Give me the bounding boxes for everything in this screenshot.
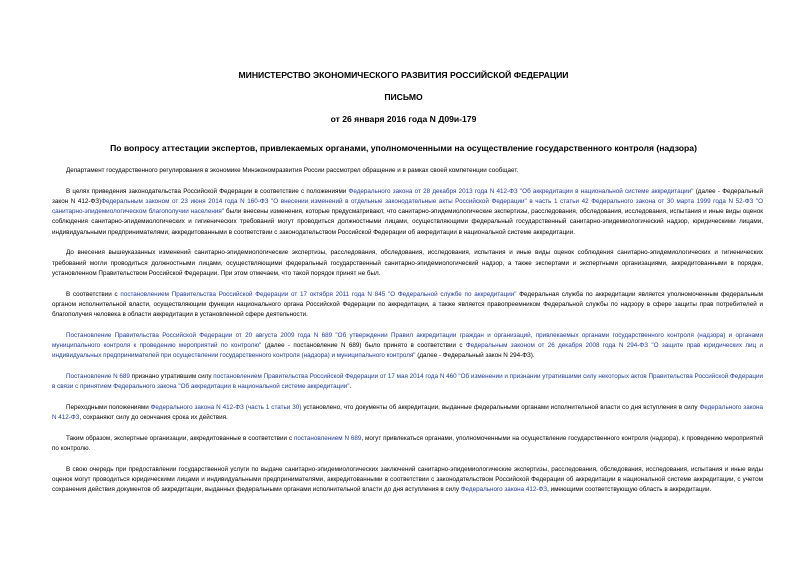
paragraph-text: , имеющими соответствующую область в аккредитации. bbox=[547, 486, 712, 494]
ministry-heading: МИНИСТЕРСТВО ЭКОНОМИЧЕСКОГО РАЗВИТИЯ РОССИЙСКОЙ ФЕДЕРАЦИИ bbox=[238, 70, 569, 80]
paragraph-text: (далее - Федеральный закон N 294-ФЗ). bbox=[415, 352, 535, 360]
paragraph-text: признано утратившим силу bbox=[129, 373, 214, 381]
paragraph-3 bbox=[52, 248, 763, 279]
paragraph-text: были внесены изменения, которые предусматривают, что санитарно-эпидемиологические экспертизы, расследования, обследования, исследования, испытания и иные виды оценок соблюдения санитарно-эпидемиологических и гигиенических требований могут проводиться должностными лицами, осуществляющими федеральный государственный санитарно-эпидемиологический надзор, юридическими лицами, индивидуальными предпринимателями, аккредитованными в соответствии с законодательством Российской Федерации об аккредитации в национальной системе аккредитации. bbox=[52, 208, 764, 236]
paragraph-4 bbox=[52, 290, 763, 321]
document-body bbox=[52, 166, 763, 506]
resolution-689-ref-link[interactable]: постановлением N 689 bbox=[293, 435, 362, 443]
resolution-845-link[interactable]: постановлением Правительства Российской Федерации от 17 октября 2011 года N 845 "О Федеральной службе по аккредитации" bbox=[120, 290, 517, 298]
paragraph-text: установлено, что документы об аккредитации, выданные федеральными органами исполнительной власти со дня вступления в силу bbox=[301, 404, 700, 412]
law-412-fz-link[interactable]: Федерального закона от 28 декабря 2013 года N 412-ФЗ "Об аккредитации в национальной системе аккредитации" bbox=[348, 187, 694, 195]
paragraph-text: Федеральная служба по аккредитации является уполномоченным федеральным органом исполнительной власти, осуществляющим функции национального органа Российской Федерации по аккредитации, а также является правопреемником Федеральной службы по надзору в сфере защиты прав потребителей и благополучия человека в области аккредитации в установленной сфере деятельности. bbox=[52, 290, 763, 319]
resolution-689-short-link[interactable]: Постановление N 689 bbox=[66, 373, 130, 381]
paragraph-text: Департамент государственного регулирования в экономике Минэкономразвития России рассмотрел обращение и в рамках своей компетенции сообщает. bbox=[66, 167, 519, 174]
paragraph-text: До внесения вышеуказанных изменений санитарно-эпидемиологические экспертизы, расследования, обследования, исследования, испытания и иные виды оценок соблюдения санитарно-эпидемиологических и гигиенических требований могли проводиться должностными лицами, осуществляющими федеральный государственный санитарно-эпидемиологический надзор, а также экспертами и экспертными организациями, аккредитованными в порядке, установленном Правительством Российской Федерации. При этом отмечаем, что такой порядок принят не был. bbox=[52, 249, 763, 277]
paragraph-8 bbox=[52, 434, 763, 454]
paragraph-6 bbox=[52, 372, 763, 392]
law-412-fz-final-link[interactable]: Федерального закона 412-ФЗ bbox=[460, 486, 548, 494]
document-subject: По вопросу аттестации экспертов, привлекаемых органами, уполномоченными на осуществление государственного контроля (надзора) bbox=[110, 143, 697, 153]
resolution-460-link[interactable]: постановлением Правительства Российской Федерации от 17 мая 2014 года N 460 "Об изменении и признании утратившими силу некоторых актов Правительства Российской Федерации в связи с принятием Федерального закона "Об аккредитации в национальной системе аккредитации" bbox=[52, 373, 763, 391]
paragraph-text: (далее - постановление N 689) было принято в соответствии с bbox=[261, 342, 466, 350]
paragraph-5 bbox=[52, 331, 763, 362]
paragraph-text: В соответствии с bbox=[66, 290, 121, 298]
law-412-fz-short-link[interactable]: Федерального закона N 412-ФЗ bbox=[52, 404, 764, 422]
paragraph-9 bbox=[52, 465, 763, 496]
paragraph-1 bbox=[52, 166, 763, 176]
law-294-fz-link[interactable]: Федеральным законом от 26 декабря 2008 года N 294-ФЗ "О защите прав юридических лиц и индивидуальных предпринимателей при осуществлении государственного контроля (надзора) и муниципального контроля" bbox=[52, 342, 763, 360]
paragraph-2 bbox=[52, 187, 763, 238]
paragraph-text: Таким образом, экспертные организации, аккредитованные в соответствии с bbox=[66, 435, 294, 443]
law-160-fz-link[interactable]: Федеральным законом от 23 июня 2014 года N 160-ФЗ "О внесении изменений в отдельные законодательные акты Российской Федерации" в часть 1 статьи 42 Федерального закона от 30 марта 1999 года N 52-ФЗ "О санитарно-эпидемиологическом благополучии населения" bbox=[52, 198, 764, 216]
paragraph-text: В целях приведения законодательства Российской Федерации в соответствие с положениями bbox=[66, 187, 349, 195]
paragraph-text: В свою очередь при предоставлении государственной услуги по выдаче санитарно-эпидемиологических заключений санитарно-эпидемиологические экспертизы, расследования, обследования, исследования, испытания и иные виды оценок могут проводиться юридическими лицами и индивидуальными предпринимателями, аккредитованными в соответствии с законодательством Российской Федерации об аккредитации в национальной системе аккредитации, с учетом сохранения действия документов об аккредитации, выданных федеральными органами исполнительной власти до дня вступления в силу bbox=[52, 466, 763, 494]
paragraph-text: . bbox=[349, 383, 352, 391]
law-412-fz-article-30-link[interactable]: Федерального закона N 412-ФЗ (часть 1 статьи 30) bbox=[150, 404, 302, 412]
paragraph-text: (далее - Федеральный закон N 412-ФЗ) bbox=[52, 187, 764, 205]
document-type: ПИСЬМО bbox=[384, 92, 423, 102]
paragraph-7 bbox=[52, 403, 763, 423]
paragraph-text: Переходными положениями bbox=[66, 404, 151, 412]
paragraph-text: , сохраняют силу до окончания срока их действия. bbox=[79, 414, 228, 422]
paragraph-text: , могут привлекаться органами, уполномоченными на осуществление государственного контроля (надзора), к проведению мероприятий по контролю. bbox=[52, 435, 763, 453]
document-date-number: от 26 января 2016 года N Д09и-179 bbox=[330, 114, 477, 124]
resolution-689-link[interactable]: Постановление Правительства Российской Федерации от 20 августа 2009 года N 689 "Об утверждении Правил аккредитации граждан и организаций, привлекаемых органами государственного контроля (надзора) и органами муниципального контроля к проведению мероприятий по контролю" bbox=[52, 331, 763, 350]
